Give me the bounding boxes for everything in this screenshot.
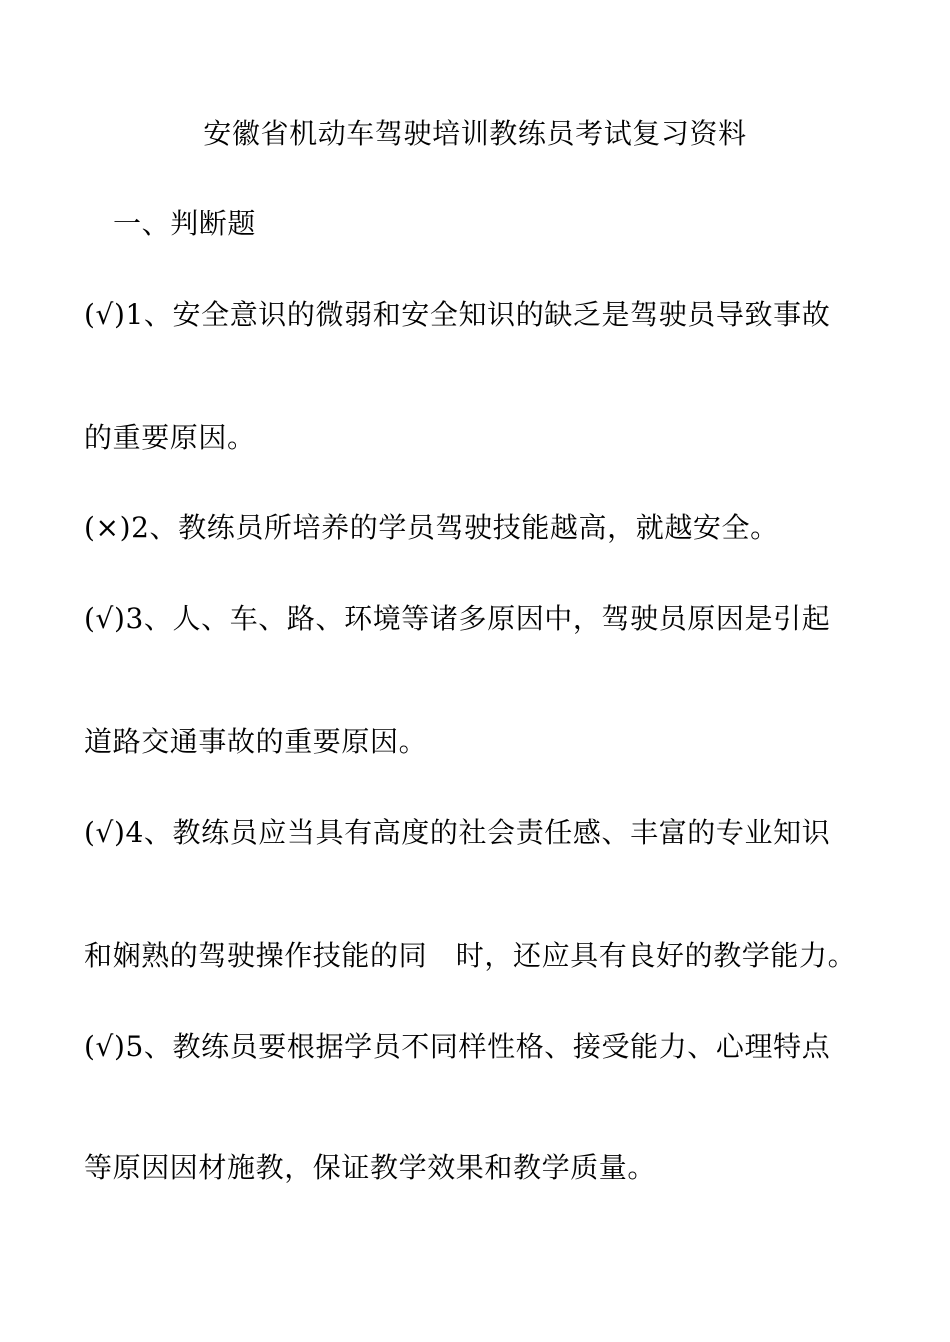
question-4-line-1: (√)4、教练员应当具有高度的社会责任感、丰富的专业知识 [84,816,831,849]
question-2-line-1: (×)2、教练员所培养的学员驾驶技能越高，就越安全。 [84,511,779,544]
question-1-line-1: (√)1、安全意识的微弱和安全知识的缺乏是驾驶员导致事故 [84,298,831,331]
question-3-line-1: (√)3、人、车、路、环境等诸多原因中，驾驶员原因是引起 [84,602,831,635]
question-1-line-2: 的重要原因。 [84,421,256,454]
question-4-line-2: 和娴熟的驾驶操作技能的同 时，还应具有良好的教学能力。 [84,939,857,972]
document-title: 安徽省机动车驾驶培训教练员考试复习资料 [203,117,747,150]
question-5-line-1: (√)5、教练员要根据学员不同样性格、接受能力、心理特点 [84,1030,831,1063]
question-5-line-2: 等原因因材施教，保证教学效果和教学质量。 [84,1151,657,1184]
question-3-line-2: 道路交通事故的重要原因。 [84,725,428,758]
section-heading: 一、判断题 [113,207,257,240]
